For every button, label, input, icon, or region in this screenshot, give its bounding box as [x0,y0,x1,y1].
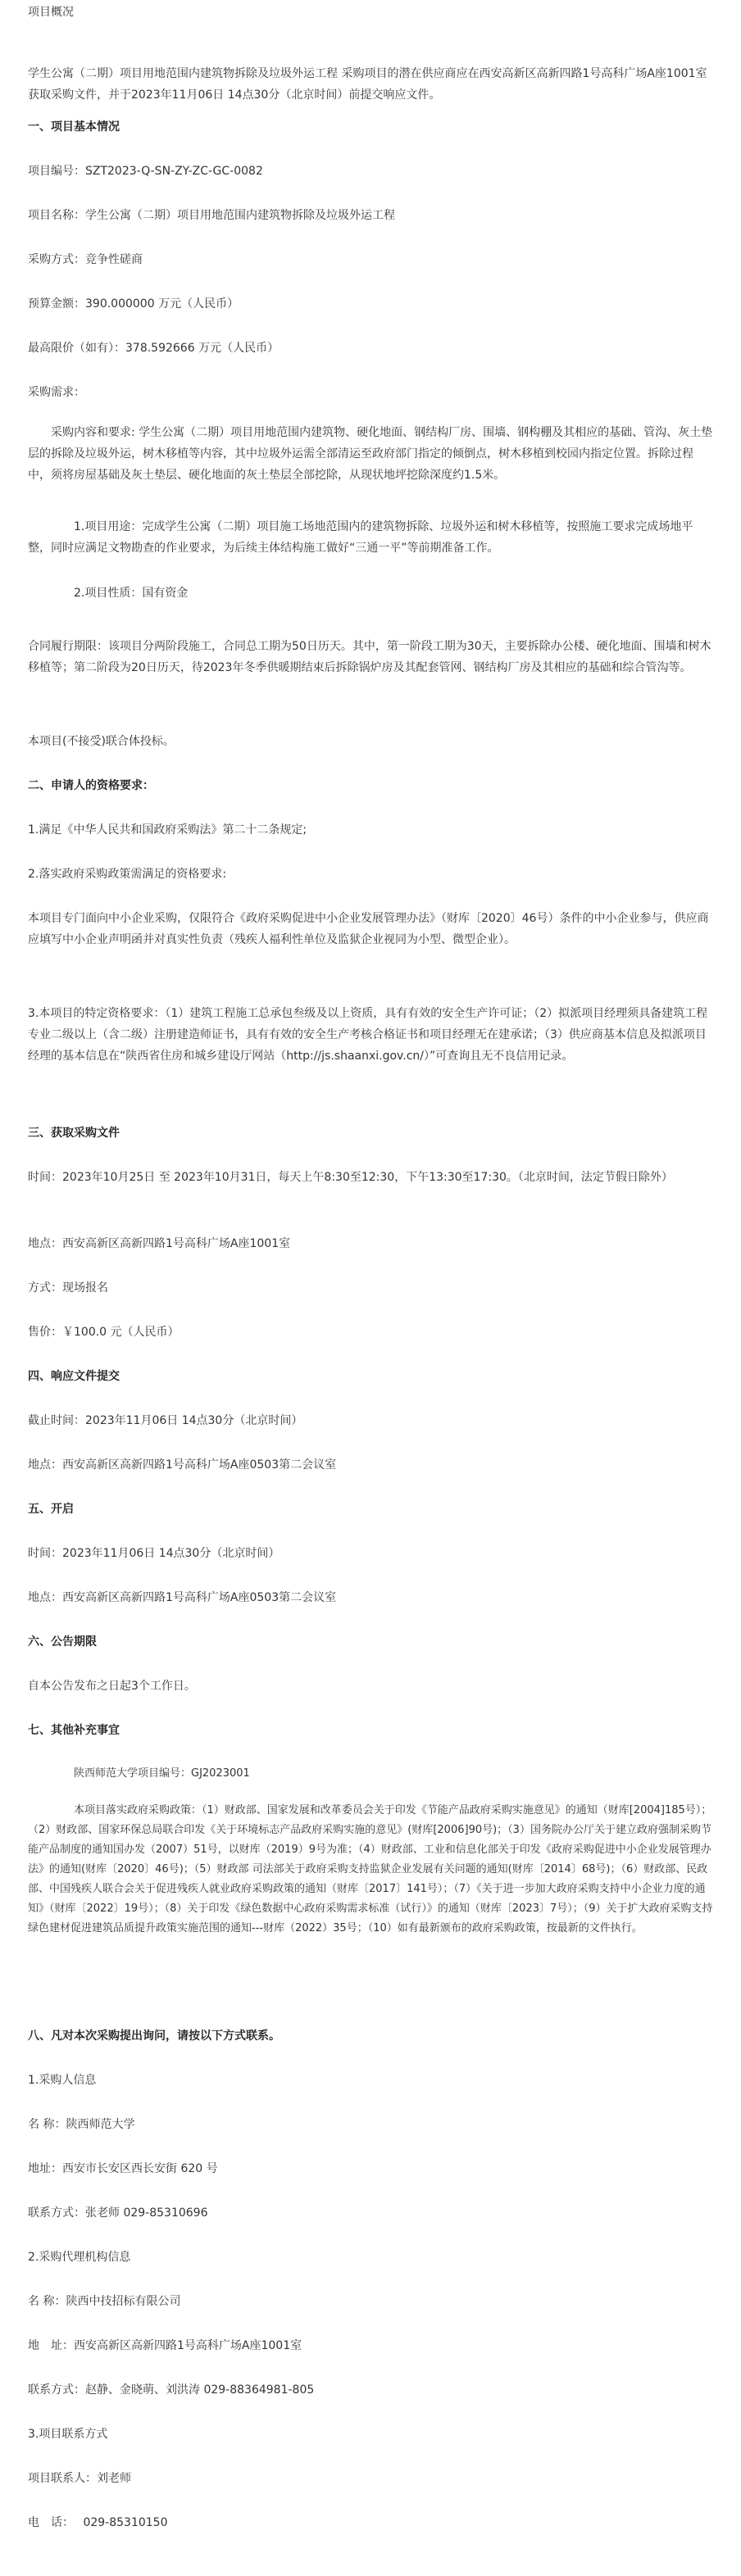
document-price: 售价：￥100.0 元（人民币） [28,1326,180,1339]
university-project-number: 陕西师范大学项目编号：GJ2023001 [74,1767,250,1780]
notice-period-text: 自本公告发布之日起3个工作日。 [28,1680,196,1693]
project-code: 项目编号：SZT2023-Q-SN-ZY-ZC-GC-0082 [28,165,263,178]
project-contact-phone: 电 话： 029-85310150 [28,2516,168,2529]
buyer-name: 名 称：陕西师范大学 [28,2118,135,2131]
consortium-statement: 本项目(不接受)联合体投标。 [28,735,175,748]
overview-text: 学生公寓（二期）项目用地范围内建筑物拆除及垃圾外运工程 采购项目的潜在供应商应在西安高新区高新四路1号高科广场A座1001室获取采购文件，并于2023年11月06日 14点30分（北京时间）前提交响应文件。 [28,67,707,102]
requirements-content: 采购内容和要求: 学生公寓（二期）项目用地范围内建筑物、硬化地面、钢结构厂房、围墙、钢构棚及其相应的基础、管沟、灰土垫层的拆除及垃圾外运，树木移植等内容，其中垃圾外运需全部清运至政府部门指定的倾倒点，树木移植到校园内指定位置。拆除过程中，须将房屋基础及灰土垫层、硬化地面的灰土垫层全部挖除，从现状地坪挖除深度约1.5米。 [28,426,713,482]
submission-deadline: 截止时间：2023年11月06日 14点30分（北京时间） [28,1414,303,1427]
qualification-2: 2.落实政府采购政策需满足的资格要求: [28,868,227,881]
procurement-method: 采购方式：竞争性磋商 [28,253,143,266]
qualification-3: 3.本项目的特定资格要求：（1）建筑工程施工总承包叁级及以上资质，具有有效的安全生产许可证；（2）拟派项目经理须具备建筑工程专业二级以上（含二级）注册建造师证书，具有有效的安全生产考核合格证书和项目经理无在建承诺；（3）供应商基本信息及拟派项目经理的基本信息在“陕西省住房和城乡建设厅网站（http://js.shaanxi.gov.cn/）”可查询且无不良信用记录。 [28,1007,708,1063]
buyer-address: 地址：西安市长安区西长安街 620 号 [28,2162,218,2175]
max-price: 最高限价（如有）：378.592666 万元（人民币） [28,342,280,355]
obtain-mode: 方式：现场报名 [28,1281,108,1295]
section-6-heading: 六、公告期限 [28,1635,97,1649]
agent-name: 名 称：陕西中技招标有限公司 [28,2295,181,2308]
opening-time: 时间：2023年11月06日 14点30分（北京时间） [28,1547,280,1560]
section-5-heading: 五、开启 [28,1503,74,1516]
section-4-heading: 四、响应文件提交 [28,1370,120,1383]
project-contact-label: 3.项目联系方式 [28,2428,108,2441]
section-2-heading: 二、申请人的资格要求： [28,779,154,792]
section-7-heading: 七、其他补充事宜 [28,1724,120,1737]
qualification-2-text: 本项目专门面向中小企业采购，仅限符合《政府采购促进中小企业发展管理办法》（财库〔2020〕46号）条件的中小企业参与，供应商应填写中小企业声明函并对真实性负责（残疾人福利性单位及监狱企业视同为小型、微型企业）。 [28,912,709,946]
contract-period: 合同履行期限：该项目分两阶段施工，合同总工期为50日历天。其中，第一阶段工期为30天，主要拆除办公楼、硬化地面、围墙和树木移植等；第二阶段为20日历天，待2023年冬季供暖期结束后拆除锅炉房及其配套管网、钢结构厂房及其相应的基础和综合管沟等。 [28,640,711,674]
buyer-contact: 联系方式：张老师 029-85310696 [28,2206,208,2220]
buyer-info-label: 1.采购人信息 [28,2074,97,2087]
project-contact-person: 项目联系人：刘老师 [28,2472,131,2485]
project-nature: 2.项目性质：国有资金 [74,587,189,600]
submission-place: 地点：西安高新区高新四路1号高科广场A座0503第二会议室 [28,1458,337,1472]
budget-amount: 预算金额：390.000000 万元（人民币） [28,297,239,311]
requirements-label: 采购需求： [28,386,85,399]
project-purpose: 1.项目用途：完成学生公寓（二期）项目施工场地范围内的建筑物拆除、垃圾外运和树木移植等，按照施工要求完成场地平整，同时应满足文物勘查的作业要求，为后续主体结构施工做好“三通一平”等前期准备工作。 [28,520,693,555]
obtain-time: 时间：2023年10月25日 至 2023年10月31日，每天上午8:30至12:30，下午13:30至17:30。（北京时间，法定节假日除外） [28,1171,673,1184]
agent-info-label: 2.采购代理机构信息 [28,2251,131,2264]
section-3-heading: 三、获取采购文件 [28,1127,120,1140]
qualification-1: 1.满足《中华人民共和国政府采购法》第二十二条规定; [28,823,307,837]
section-8-heading: 八、凡对本次采购提出询问，请按以下方式联系。 [28,2030,280,2043]
agent-contact: 联系方式：赵静、金晓萌、刘洪涛 029-88364981-805 [28,2383,315,2397]
opening-place: 地点：西安高新区高新四路1号高科广场A座0503第二会议室 [28,1591,337,1604]
section-1-heading: 一、项目基本情况 [28,120,120,134]
obtain-place: 地点：西安高新区高新四路1号高科广场A座1001室 [28,1237,291,1250]
agent-address: 地 址：西安高新区高新四路1号高科广场A座1001室 [28,2339,302,2352]
section-overview-title: 项目概况 [28,6,74,19]
procurement-policy: 本项目落实政府采购政策：（1）财政部、国家发展和改革委员会关于印发《节能产品政府采购实施意见》的通知（财库[2004]185号）；（2）财政部、国家环保总局联合印发《关于环境标志产品政府采购实施的意见》(财库[2006]90号)；（3）国务院办公厅关于建立政府强制采购节能产品制度的通知国办发（2007）51号，以财库（2019）9号为准；（4）财政部、工业和信息化部关于印发《政府采购促进中小企业发展管理办法》的通知(财库〔2020〕46号)；（5）财政部 司法部关于政府采购支持监狱企业发展有关问题的通知(财库〔2014〕68号)；（6）财政部、民政部、中国残疾人联合会关于促进残疾人就业政府采购政策的通知（财库〔2017〕141号）；（7）《关于进一步加大政府采购支持中小企业力度的通知》（财库〔2022〕19号）；（8）关于印发《绿色数据中心政府采购需求标准（试行）》的通知（财库〔2023〕7号）；（9）关于扩大政府采购支持绿色建材促进建筑品质提升政策实施范围的通知---财库（2022）35号；（10）如有最新颁布的政府采购政策，按最新的文件执行。 [28,1804,713,1934]
project-name: 项目名称：学生公寓（二期）项目用地范围内建筑物拆除及垃圾外运工程 [28,209,395,222]
